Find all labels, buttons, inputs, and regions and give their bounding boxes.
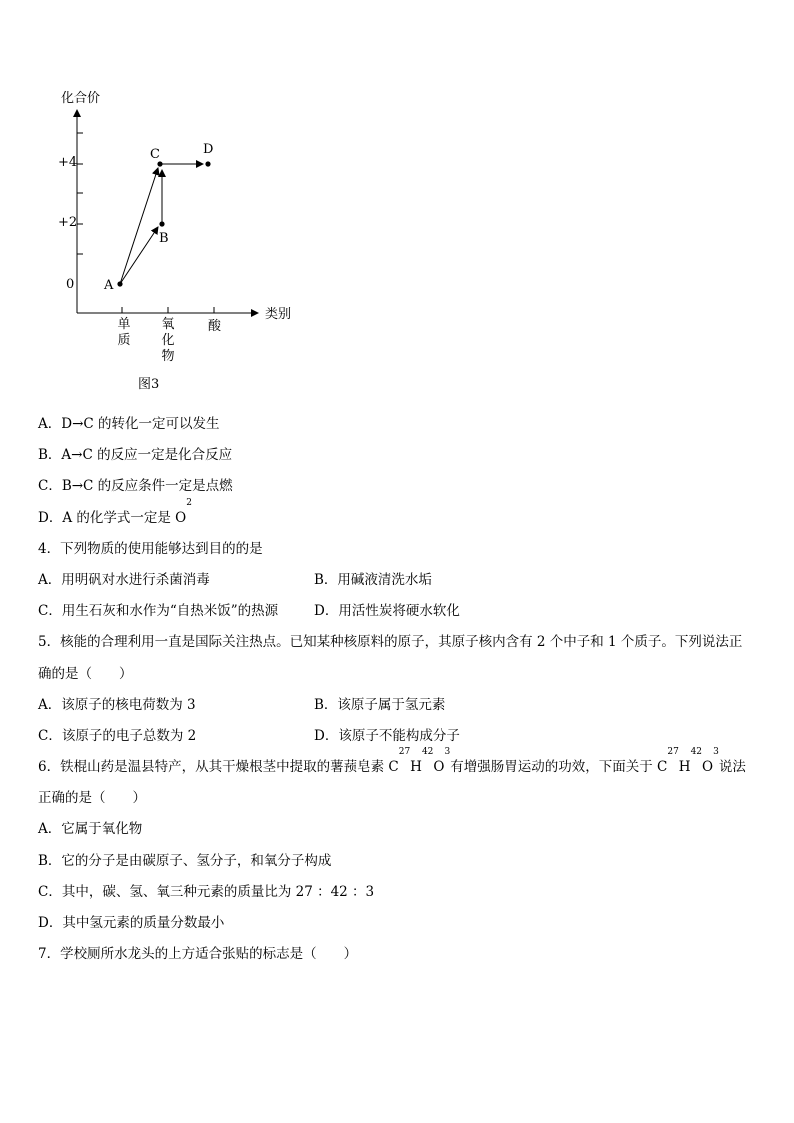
- q3-option-d: [38, 497, 778, 534]
- point-b: [159, 221, 164, 226]
- q3-option-a-text: A．D→C 的转化一定可以发生: [38, 416, 220, 432]
- q6-option-a-text: A．它属于氧化物: [38, 821, 143, 838]
- q3-option-d-subscript: 2: [186, 497, 192, 508]
- q3-option-b: [38, 440, 778, 471]
- point-c: [157, 161, 162, 166]
- q6-formula1-o: O: [433, 759, 445, 776]
- q6-stem-line-2: [38, 783, 778, 814]
- y-tick-label-plus4: +4: [58, 155, 78, 170]
- q5-stem-text-2: 确的是（ ）: [38, 665, 133, 682]
- q4-options-row-2: [38, 596, 778, 627]
- q7-stem-text: 7．学校厕所水龙头的上方适合张贴的标志是（ ）: [38, 946, 358, 963]
- q4-option-c: C．用生石灰和水作为“自热米饭”的热源: [38, 603, 279, 620]
- x-category-acid: 酸: [208, 319, 222, 334]
- q5-stem-line-2: [38, 659, 778, 690]
- q6-option-d-text: D．其中氢元素的质量分数最小: [38, 915, 225, 931]
- figure-caption: 图3: [138, 377, 160, 392]
- q4-option-a: A．用明矾对水进行杀菌消毒: [38, 571, 210, 588]
- q4-options-row-1: [38, 565, 778, 596]
- q6-stem-b: 有增强肠胃运动的功效，下面关于 C: [450, 759, 668, 776]
- q7-stem: [38, 939, 778, 970]
- point-label-c: C: [150, 147, 160, 162]
- q3-option-b-text: B．A→C 的反应一定是化合反应: [38, 447, 233, 464]
- y-tick-label-0: 0: [66, 277, 75, 292]
- x-category-oxide: 氧化物: [161, 317, 175, 364]
- q5-options-row-1: [38, 690, 778, 721]
- x-tick-marks: [122, 307, 214, 313]
- q6-formula1-h: H: [410, 759, 422, 776]
- question-content: [38, 409, 778, 970]
- arrow-a-to-b: [120, 227, 158, 284]
- q6-stem-a: 6．铁棍山药是温县特产，从其干燥根茎中提取的薯蓣皂素 C: [38, 759, 399, 776]
- q6-formula1-sub-c: 27: [398, 747, 411, 758]
- q6-formula2-h: H: [678, 759, 691, 776]
- q4-stem: [38, 534, 778, 565]
- q6-option-b-text: B．它的分子是由碳原子、氢分子，和氧分子构成: [38, 852, 332, 869]
- point-label-d: D: [203, 142, 214, 157]
- valence-category-figure: [0, 0, 794, 410]
- q3-option-c: [38, 471, 778, 502]
- q6-formula2-sub-h: 42: [690, 747, 703, 758]
- q5-option-d: D．该原子不能构成分子: [314, 727, 460, 744]
- q5-option-b: B．该原子属于氢元素: [314, 696, 446, 713]
- x-axis-title: 类别: [265, 307, 292, 322]
- q6-formula2-o: O: [702, 759, 714, 776]
- q6-stem-c: 说法: [718, 759, 746, 776]
- arrow-a-to-c: [120, 168, 158, 284]
- q6-formula2-sub-o: 3: [713, 747, 719, 758]
- x-category-elemental: 单质: [117, 317, 131, 348]
- point-a: [117, 281, 122, 286]
- q6-stem-line-1: [38, 747, 778, 783]
- q4-option-d: D．用活性炭将硬水软化: [314, 603, 460, 620]
- q6-option-c: [38, 877, 778, 908]
- q6-formula1-sub-o: 3: [444, 747, 451, 758]
- q6-stem-text-2: 正确的是（ ）: [38, 790, 146, 807]
- point-label-b: B: [159, 231, 169, 246]
- q6-formula2-sub-c: 27: [667, 747, 679, 758]
- q6-option-c-text: C．其中，碳、氢、氧三种元素的质量比为 27 ：42 ：3: [38, 883, 375, 900]
- q3-option-a: [38, 409, 778, 440]
- q4-option-b: B．用碱液清洗水垢: [314, 571, 432, 588]
- q6-option-d: [38, 908, 778, 939]
- q4-stem-text: 4．下列物质的使用能够达到目的的是: [38, 540, 263, 557]
- q5-option-c: C．该原子的电子总数为 2: [38, 727, 197, 744]
- y-tick-label-plus2: +2: [58, 215, 78, 230]
- q3-option-c-text: C．B→C 的反应条件一定是点燃: [38, 478, 233, 495]
- q5-option-a: A．该原子的核电荷数为 3: [38, 696, 196, 713]
- q3-option-d-text: D．A 的化学式一定是 O: [38, 509, 187, 526]
- q6-option-b: [38, 846, 778, 877]
- q6-formula1-sub-h: 42: [421, 747, 434, 758]
- q6-option-a: [38, 814, 778, 845]
- y-axis-title: 化合价: [61, 91, 101, 106]
- y-tick-marks: [77, 133, 83, 254]
- q5-stem-text-1: 5．核能的合理利用一直是国际关注热点。已知某种核原料的原子，其原子核内含有 2 个中子和 1 个质子。下列说法正: [38, 634, 743, 651]
- point-label-a: A: [104, 278, 114, 293]
- q5-stem-line-1: [38, 627, 778, 658]
- point-d: [205, 161, 210, 166]
